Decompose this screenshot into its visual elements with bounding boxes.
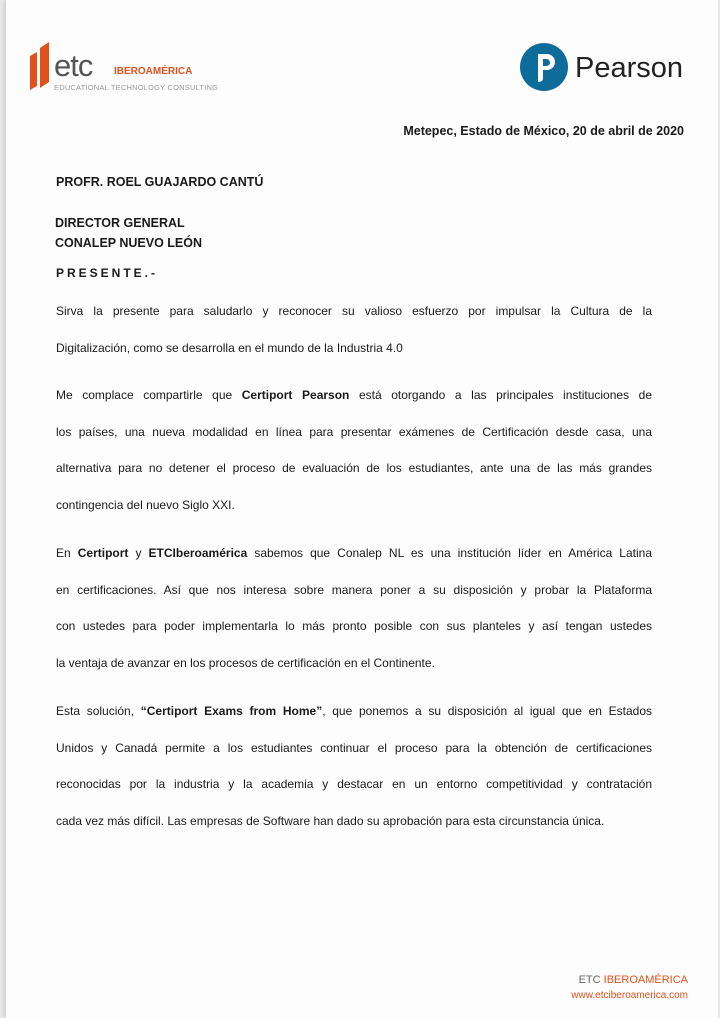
recipient-position (55, 213, 202, 253)
paragraph-line: los países, una nueva modalidad en línea para presentar exámenes de Certificación desde casa, una (56, 424, 652, 439)
position-institution: CONALEP NUEVO LEÓN (55, 236, 203, 250)
footer-organization: ETC IBEROAMÉRICA (578, 974, 688, 986)
paragraph-line: Digitalización, como se desarrolla en el mundo de la Industria 4.0 (56, 340, 403, 355)
pearson-brand-text: Pearson (575, 52, 684, 84)
paragraph-line: contingencia del nuevo Siglo XXI. (56, 497, 235, 512)
etc-tagline: EDUCATIONAL TECHNOLOGY CONSULTING (54, 83, 219, 92)
recipient-name: PROFR. ROEL GUAJARDO CANTÚ (56, 175, 264, 189)
paragraph-line: la ventaja de avanzar en los procesos de certificación en el Continente. (56, 655, 435, 670)
paragraph-intro (56, 293, 652, 366)
paragraph-line: cada vez más difícil. Las empresas de Software han dado su aprobación para esta circunstancia única. (56, 813, 605, 828)
paragraph-line: Esta solución, “Certiport Exams from Home”, que ponemos a su disposición al igual que en Estados (56, 704, 652, 718)
paragraph-line: Sirva la presente para saludarlo y reconocer su valioso esfuerzo por impulsar la Cultura de la (56, 304, 652, 318)
letter-page (6, 0, 718, 1018)
paragraph-line: Me complace compartirle que Certiport Pearson está otorgando a las principales instituciones de (56, 388, 653, 402)
etc-bars-icon (28, 42, 52, 94)
paragraph-exams-from-home (56, 693, 652, 839)
salutation: PRESENTE.- (56, 266, 159, 280)
paragraph-certiport-offer (56, 377, 652, 523)
pearson-logo (519, 42, 699, 98)
etc-brand-text: etc (54, 48, 93, 83)
paragraph-line: alternativa para no detener el proceso de evaluación de los estudiantes, ante una de las más grandes (56, 461, 652, 475)
letter-date: Metepec, Estado de México, 20 de abril de 2020 (403, 124, 684, 138)
paragraph-conalep (56, 535, 652, 681)
paragraph-line: reconocidas por la industria y la academia y destacar en un entorno competitividad y contratación (56, 777, 652, 791)
paragraph-line: en certificaciones. Así que nos interesa sobre manera poner a su disposición y probar la Plataforma (56, 582, 652, 597)
footer-website-link[interactable]: www.etciberoamerica.com (571, 990, 688, 1001)
pearson-p-icon (519, 42, 569, 92)
paragraph-line: Unidos y Canadá permite a los estudiantes continuar el proceso para la obtención de certificaciones (56, 740, 652, 755)
position-title: DIRECTOR GENERAL (55, 216, 185, 230)
paragraph-line: con ustedes para poder implementarla lo más pronto posible con sus planteles y así tengan ustedes (56, 619, 652, 633)
etc-iberoamerica-logo (28, 40, 268, 100)
etc-sub-text: IBEROAMÉRICA (114, 66, 193, 77)
paragraph-line: En Certiport y ETCIberoamérica sabemos que Conalep NL es una institución líder en América Latina (56, 546, 653, 560)
